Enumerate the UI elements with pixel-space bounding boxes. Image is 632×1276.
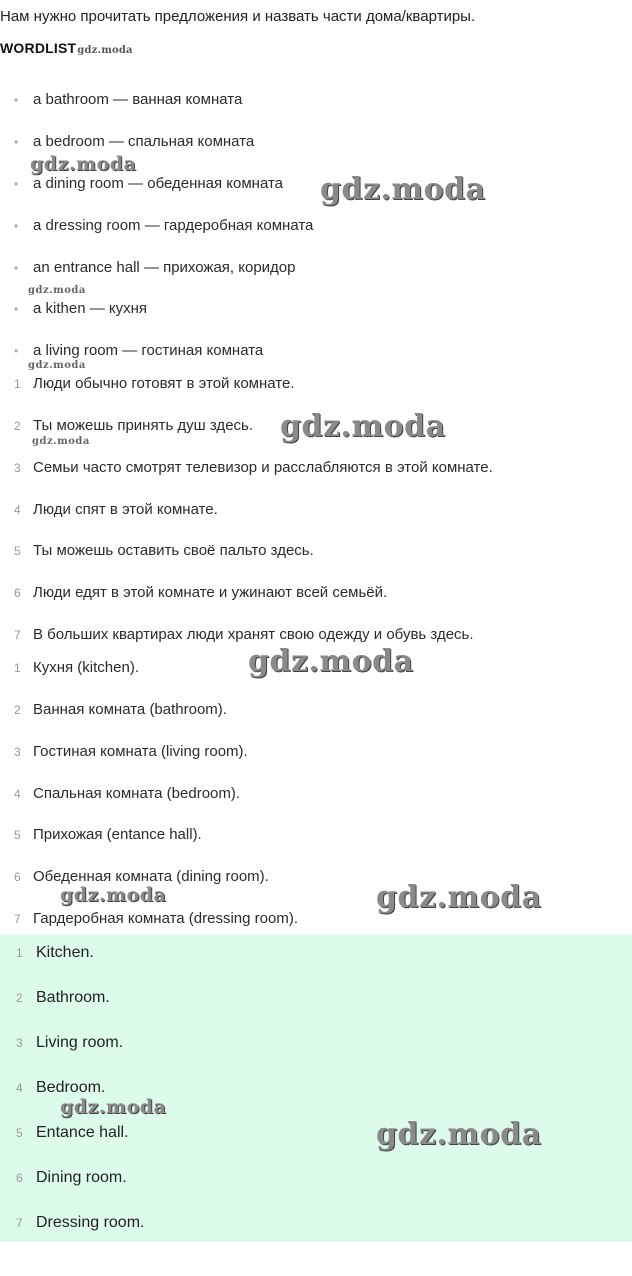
item-number: 5	[16, 1126, 23, 1140]
item-number: 2	[16, 991, 23, 1005]
translation-text: Прихожая (entance hall).	[33, 826, 202, 843]
item-number: 4	[16, 1081, 23, 1095]
item-number: 4	[14, 787, 21, 801]
item-number: 1	[14, 377, 21, 391]
bullet-icon: •	[14, 219, 19, 233]
watermark: gdz.moda	[248, 644, 414, 679]
wordlist-entry: a dining room — обеденная комната	[33, 175, 284, 192]
bullet-icon: •	[14, 135, 19, 149]
answer-text: Living room.	[36, 1034, 124, 1051]
watermark: gdz.moda	[28, 285, 86, 296]
watermark: gdz.moda	[60, 884, 167, 906]
wordlist-entry: an entrance hall — прихожая, коридор	[33, 259, 296, 276]
item-number: 6	[14, 586, 21, 600]
watermark-inline: gdz.moda	[77, 45, 133, 56]
sentence-text: Ты можешь принять душ здесь.	[33, 417, 254, 434]
watermark: gdz.moda	[376, 1117, 542, 1152]
sentence-text: Ты можешь оставить своё пальто здесь.	[33, 542, 314, 559]
item-number: 1	[14, 661, 21, 675]
watermark: gdz.moda	[376, 880, 542, 915]
item-number: 7	[14, 628, 21, 642]
sentence-text: Люди спят в этой комнате.	[33, 501, 218, 518]
sentence-text: Семьи часто смотрят телевизор и расслабляются в этой комнате.	[33, 459, 493, 476]
answer-text: Dressing room.	[36, 1214, 145, 1231]
sentence-text: В больших квартирах люди хранят свою одежду и обувь здесь.	[33, 626, 474, 643]
bullet-icon: •	[14, 177, 19, 191]
item-number: 3	[14, 461, 21, 475]
answer-text: Bathroom.	[36, 989, 110, 1006]
answer-text: Entance hall.	[36, 1124, 129, 1141]
bullet-icon: •	[14, 261, 19, 275]
wordlist-entry: a kithen — кухня	[33, 300, 148, 317]
translation-text: Кухня (kitchen).	[33, 659, 139, 676]
item-number: 7	[16, 1216, 23, 1230]
bullet-icon: •	[14, 344, 19, 358]
wordlist-title: WORDLIST	[0, 40, 77, 56]
watermark: gdz.moda	[28, 360, 86, 371]
translation-text: Ванная комната (bathroom).	[33, 701, 227, 718]
item-number: 6	[16, 1171, 23, 1185]
wordlist-heading	[0, 40, 133, 56]
watermark: gdz.moda	[32, 436, 90, 447]
wordlist-entry: a dressing room — гардеробная комната	[33, 217, 314, 234]
sentence-text: Люди едят в этой комнате и ужинают всей семьёй.	[33, 584, 388, 601]
item-number: 1	[16, 946, 23, 960]
answer-block	[0, 935, 632, 1242]
translation-text: Гостиная комната (living room).	[33, 743, 248, 760]
item-number: 6	[14, 870, 21, 884]
item-number: 3	[14, 745, 21, 759]
wordlist-entry: a bedroom — спальная комната	[33, 133, 255, 150]
item-number: 2	[14, 419, 21, 433]
answer-text: Kitchen.	[36, 944, 94, 961]
wordlist-entry: a living room — гостиная комната	[33, 342, 264, 359]
item-number: 5	[14, 544, 21, 558]
bullet-icon: •	[14, 302, 19, 316]
item-number: 7	[14, 912, 21, 926]
translation-text: Обеденная комната (dining room).	[33, 868, 269, 885]
bullet-icon: •	[14, 93, 19, 107]
sentence-text: Люди обычно готовят в этой комнате.	[33, 375, 295, 392]
item-number: 3	[16, 1036, 23, 1050]
item-number: 2	[14, 703, 21, 717]
item-number: 4	[14, 503, 21, 517]
watermark: gdz.moda	[30, 153, 137, 175]
answer-text: Bedroom.	[36, 1079, 106, 1096]
watermark: gdz.moda	[320, 172, 486, 207]
answer-text: Dining room.	[36, 1169, 127, 1186]
wordlist-entry: a bathroom — ванная комната	[33, 91, 243, 108]
translation-text: Спальная комната (bedroom).	[33, 785, 241, 802]
watermark: gdz.moda	[280, 409, 446, 444]
watermark: gdz.moda	[60, 1096, 167, 1118]
item-number: 5	[14, 828, 21, 842]
task-intro: Нам нужно прочитать предложения и назвать части дома/квартиры.	[0, 8, 476, 25]
translation-text: Гардеробная комната (dressing room).	[33, 910, 298, 927]
